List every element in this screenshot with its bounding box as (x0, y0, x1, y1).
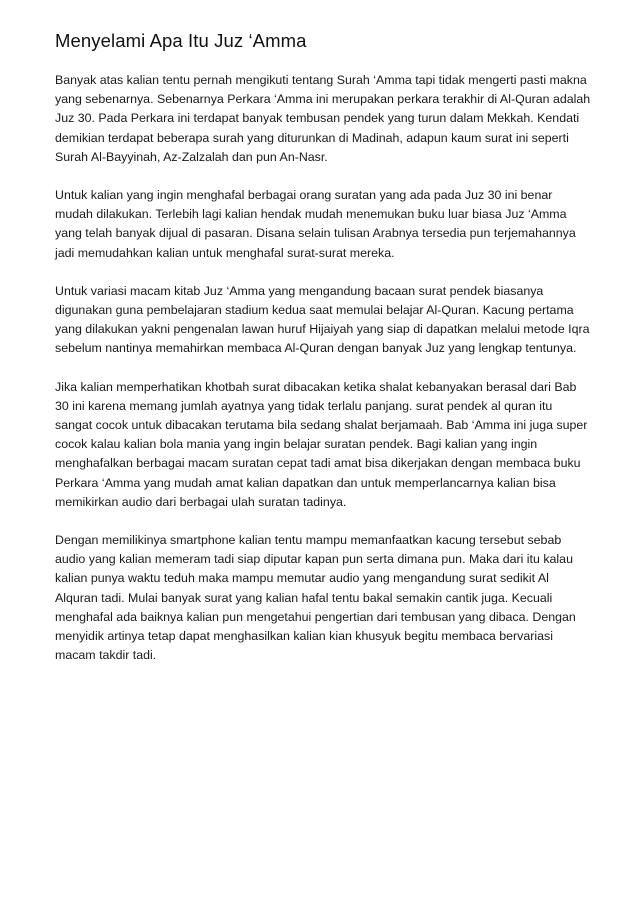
document-title: Menyelami Apa Itu Juz ‘Amma (55, 30, 307, 51)
paragraph-4: Jika kalian memperhatikan khotbah surat dibacakan ketika shalat kebanyakan berasal dari Bab 30 ini karena memang jumlah ayatnya yang tidak terlalu panjang. surat pendek al quran itu sangat cocok untuk dibacakan terutama bila sedang shalat berjamaah. Bab ‘Amma ini juga super cocok kalau kalian bola mania yang ingin belajar suratan pendek. Bagi kalian yang ingin menghafalkan berbagai macam suratan cepat tadi amat bisa dikerjakan dengan membaca buku Perkara ‘Amma yang mudah amat kalian dapatkan dan untuk memperlancarnya kalian bisa memikirkan audio dari berbagai ulah suratan tadinya. (55, 379, 588, 509)
document-page (55, 0, 591, 665)
paragraph-2: Untuk kalian yang ingin menghafal berbagai orang suratan yang ada pada Juz 30 ini benar mudah dilakukan. Terlebih lagi kalian hendak mudah menemukan buku luar biasa Juz ‘Amma yang telah banyak dijual di pasaran. Disana selain tulisan Arabnya tersedia pun terjemahannya jadi memudahkan kalian untuk menghafal surat-surat mereka. (55, 188, 576, 260)
paragraph-3: Untuk variasi macam kitab Juz ‘Amma yang mengandung bacaan surat pendek biasanya digunakan guna pembelajaran stadium kedua saat memulai belajar Al-Quran. Kacung pertama yang dilakukan yakni pengenalan lawan huruf Hijaiyah yang siap di dapatkan melalui metode Iqra sebelum nantinya memahirkan membaca Al-Quran dengan banyak Juz yang lengkap tentunya. (55, 283, 590, 356)
paragraph-1: Banyak atas kalian tentu pernah mengikuti tentang Surah ‘Amma tapi tidak mengerti pasti makna yang sebenarnya. Sebenarnya Perkara ‘Amma ini merupakan perkara terakhir di Al-Quran adalah Juz 30. Pada Perkara ini terdapat banyak tembusan pendek yang turun dalam Mekkah. Kendati demikian terdapat beberapa surah yang diturunkan di Madinah, adapun kaum surat ini seperti Surah Al-Bayyinah, Az-Zalzalah dan pun An-Nasr. (55, 73, 591, 164)
paragraph-5: Dengan memilikinya smartphone kalian tentu mampu memanfaatkan kacung tersebut sebab audio yang kalian memeram tadi siap diputar kapan pun serta dimana pun. Maka dari itu kalau kalian punya waktu teduh maka mampu memutar audio yang mengandung surat sedikit Al Alquran tadi. Mulai banyak surat yang kalian hafal tentu bakal semakin cantik juga. Kecuali menghafal ada baiknya kalian pun mengetahui pengertian dari tembusan yang dibaca. Dengan menyidik artinya tetap dapat menghasilkan kalian kian khusyuk begitu membaca bervariasi macam takdir tadi. (55, 533, 576, 663)
